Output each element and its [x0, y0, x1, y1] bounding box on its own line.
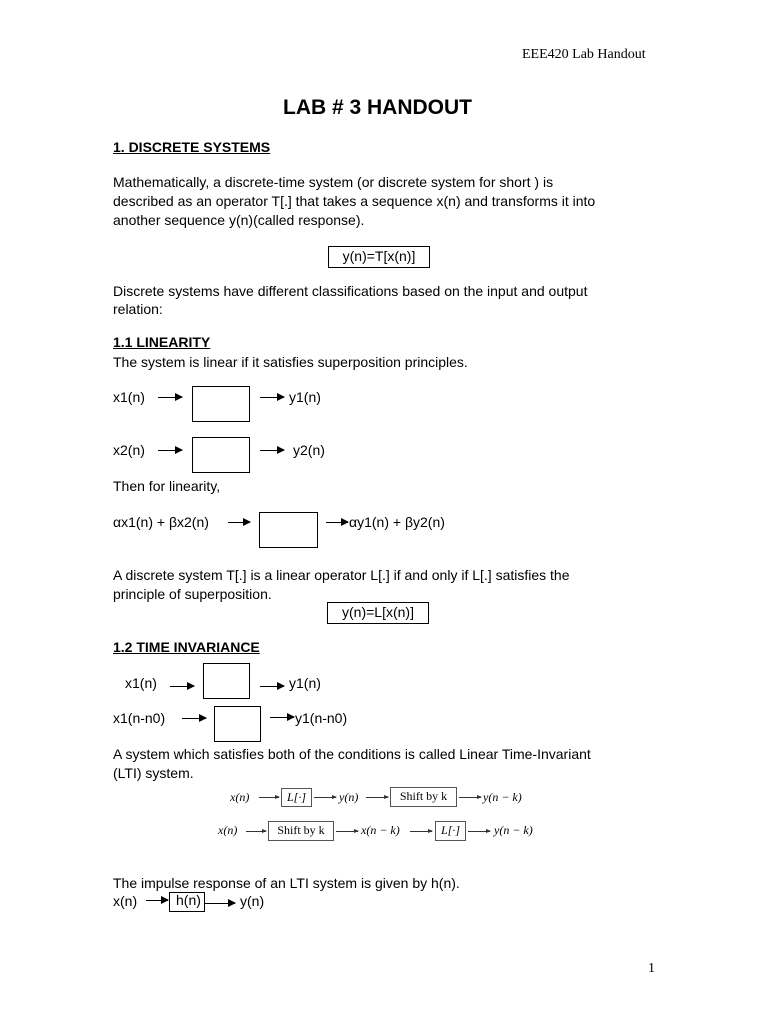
impulse-box	[169, 892, 205, 912]
signal-label-in1: x1(n)	[113, 389, 145, 405]
arrow-right-icon	[260, 686, 284, 687]
arrow-right-icon	[182, 718, 206, 719]
arrow-right-icon	[468, 831, 490, 832]
running-header: EEE420 Lab Handout	[522, 47, 646, 62]
para-line: A system which satisfies both of the conditions is called Linear Time-Invariant	[113, 746, 591, 762]
para-line: Discrete systems have different classifications based on the input and output	[113, 283, 588, 299]
arrow-right-icon	[170, 686, 194, 687]
arrow-right-icon	[205, 903, 235, 904]
arrow-right-icon	[260, 397, 284, 398]
impulse-input: x(n)	[113, 893, 138, 909]
lti-row1-mid: y(n)	[339, 790, 359, 804]
system-block	[192, 437, 250, 473]
arrow-right-icon	[158, 450, 182, 451]
signal-label-out2: y1(n-n0)	[295, 710, 348, 726]
arrow-right-icon	[260, 450, 284, 451]
para-line: another sequence y(n)(called response).	[113, 212, 365, 228]
shift-label: Shift by k	[277, 823, 325, 837]
arrow-right-icon	[259, 797, 279, 798]
para-line: Then for linearity,	[113, 478, 221, 494]
equation-text: y(n)=L[x(n)]	[342, 604, 414, 620]
arrow-right-icon	[336, 831, 358, 832]
para-line: The system is linear if it satisfies superposition principles.	[113, 354, 468, 370]
para-line: (LTI) system.	[113, 765, 194, 781]
signal-label-in1: x1(n)	[125, 675, 157, 691]
signal-label-out1: y1(n)	[289, 389, 321, 405]
lti-row2-mid: x(n − k)	[361, 823, 400, 837]
equation-box-T	[328, 246, 430, 268]
arrow-right-icon	[410, 831, 432, 832]
arrow-right-icon	[146, 900, 168, 901]
para-line: Mathematically, a discrete-time system (or discrete system for short ) is	[113, 174, 554, 190]
lti-row1-shift-box	[390, 787, 457, 807]
arrow-right-icon	[228, 522, 250, 523]
operator-label: L[·]	[286, 790, 306, 804]
lti-row2-operator-box	[435, 821, 466, 841]
operator-label: L[·]	[440, 823, 460, 837]
system-block	[259, 512, 318, 548]
lti-row2-shift-box	[268, 821, 334, 841]
section-heading-discrete-systems: 1. DISCRETE SYSTEMS	[113, 139, 271, 155]
arrow-right-icon	[326, 522, 348, 523]
para-line: described as an operator T[.] that takes a sequence x(n) and transforms it into	[113, 193, 596, 209]
arrow-right-icon	[158, 397, 182, 398]
equation-box-L	[327, 602, 429, 624]
para-line: The impulse response of an LTI system is given by h(n).	[113, 875, 460, 891]
signal-label-in2: x1(n-n0)	[113, 710, 166, 726]
arrow-right-icon	[270, 717, 294, 718]
impulse-box-label: h(n)	[176, 892, 201, 908]
impulse-output: y(n)	[240, 893, 265, 909]
para-line: relation:	[113, 301, 163, 317]
signal-label-out3: αy1(n) + βy2(n)	[349, 514, 445, 530]
para-line: principle of superposition.	[113, 586, 272, 602]
arrow-right-icon	[366, 797, 388, 798]
lti-row2-input: x(n)	[218, 823, 238, 837]
lti-row1-operator-box	[281, 788, 312, 807]
signal-label-in2: x2(n)	[113, 442, 145, 458]
arrow-right-icon	[246, 831, 266, 832]
page-number: 1	[648, 961, 655, 976]
signal-label-in3: αx1(n) + βx2(n)	[113, 514, 209, 530]
shift-label: Shift by k	[399, 789, 448, 803]
page-title: LAB # 3 HANDOUT	[283, 96, 473, 119]
system-block	[203, 663, 250, 699]
arrow-right-icon	[314, 797, 336, 798]
section-heading-linearity: 1.1 LINEARITY	[113, 334, 211, 350]
system-block	[192, 386, 250, 422]
lti-row1-input: x(n)	[230, 790, 250, 804]
system-block	[214, 706, 261, 742]
arrow-right-icon	[459, 797, 481, 798]
signal-label-out2: y2(n)	[293, 442, 325, 458]
section-heading-time-invariance: 1.2 TIME INVARIANCE	[113, 639, 260, 655]
signal-label-out1: y1(n)	[289, 675, 321, 691]
equation-text: y(n)=T[x(n)]	[342, 248, 416, 264]
lti-row2-output: y(n − k)	[494, 823, 533, 837]
lti-row1-output: y(n − k)	[483, 790, 522, 804]
para-line: A discrete system T[.] is a linear operator L[.] if and only if L[.] satisfies the	[113, 567, 570, 583]
